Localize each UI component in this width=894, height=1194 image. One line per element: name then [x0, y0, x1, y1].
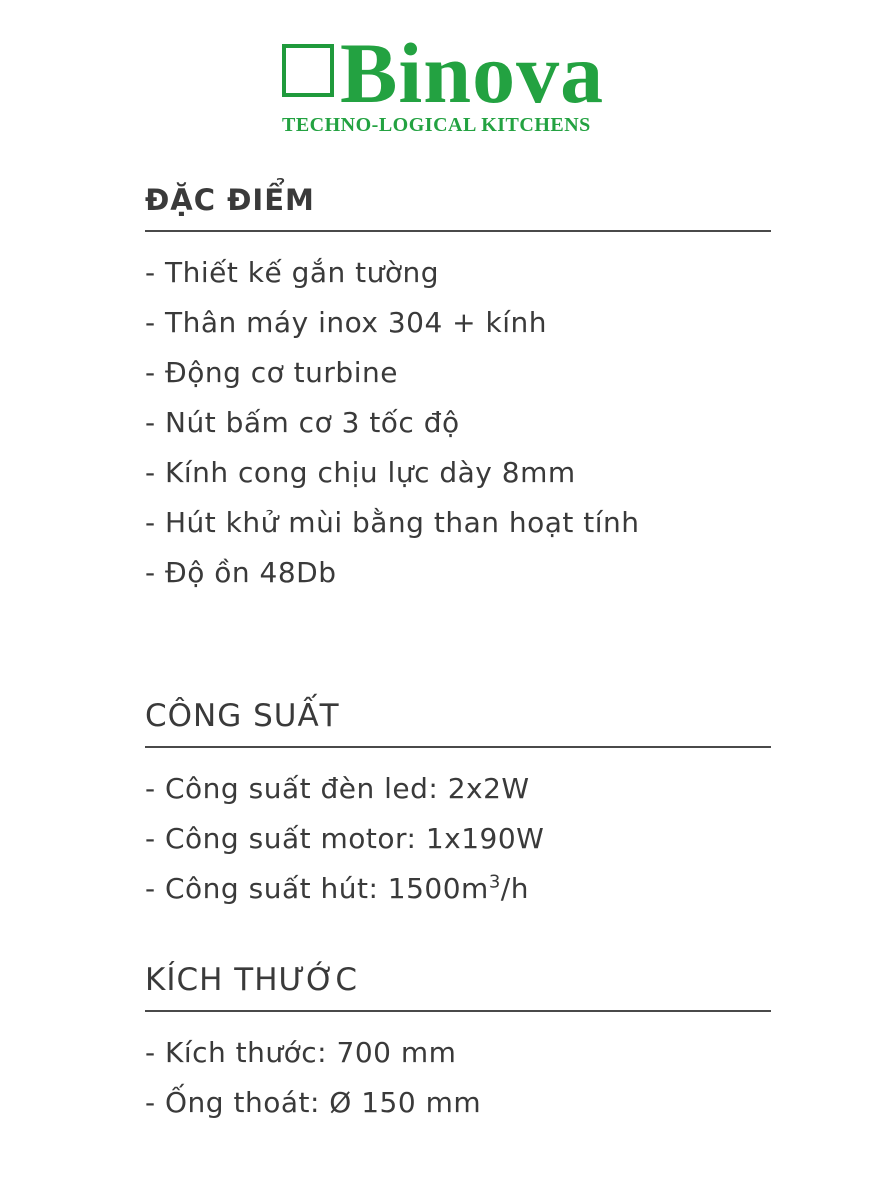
- suction-text: - Công suất hút: 1500m: [145, 872, 489, 905]
- list-item: - Hút khử mùi bằng than hoạt tính: [145, 506, 640, 539]
- size-heading: KÍCH THƯỚC: [145, 962, 771, 1012]
- list-item: - Kính cong chịu lực dày 8mm: [145, 456, 576, 489]
- power-list: [145, 764, 771, 914]
- brand-logo: [280, 25, 700, 148]
- list-item: - Công suất đèn led: 2x2W: [145, 772, 530, 805]
- brand-name: Binova: [340, 25, 605, 121]
- list-item: - Thiết kế gắn tường: [145, 256, 440, 289]
- list-item: - Động cơ turbine: [145, 356, 398, 389]
- list-item: - Độ ồn 48Db: [145, 556, 337, 589]
- power-section: [145, 698, 771, 914]
- list-item: - Kích thước: 700 mm: [145, 1036, 457, 1069]
- brand-tagline: TECHNO-LOGICAL KITCHENS: [282, 114, 591, 136]
- list-item: - Nút bấm cơ 3 tốc độ: [145, 406, 460, 439]
- size-list: [145, 1028, 771, 1128]
- list-item: - Công suất motor: 1x190W: [145, 822, 545, 855]
- suction-unit-exponent: 3: [488, 871, 501, 893]
- list-item: - Ống thoát: Ø 150 mm: [145, 1086, 482, 1119]
- features-section: [145, 182, 771, 598]
- features-list: [145, 248, 771, 598]
- suction-unit-suffix: /h: [500, 872, 529, 905]
- features-heading: ĐẶC ĐIỂM: [145, 182, 771, 232]
- list-item-suction: [145, 864, 771, 914]
- size-section: [145, 962, 771, 1128]
- logo-square-icon: [282, 44, 334, 97]
- power-heading: CÔNG SUẤT: [145, 698, 771, 748]
- list-item: - Thân máy inox 304 + kính: [145, 306, 548, 339]
